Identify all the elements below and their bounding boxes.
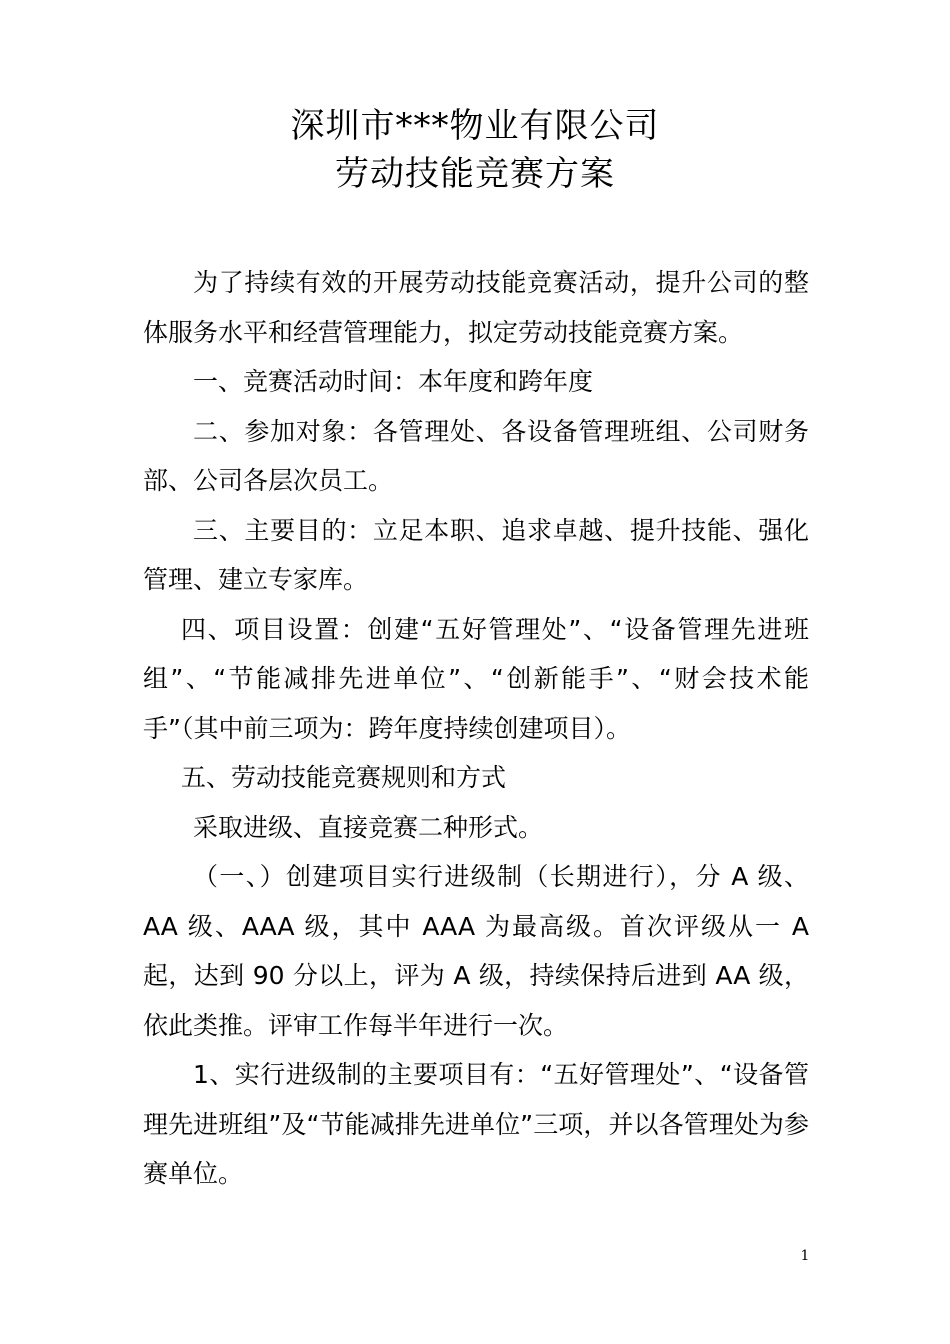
paragraph-forms: 采取进级、直接竞赛二种形式。: [193, 812, 544, 842]
paragraph-intro: 为了持续有效的开展劳动技能竞赛活动，提升公司的整体服务水平和经营管理能力，拟定劳动技能竞赛方案。: [143, 268, 809, 347]
paragraph-section-5: 五、劳动技能竞赛规则和方式: [181, 763, 507, 792]
document-title-plan: 劳动技能竞赛方案: [335, 154, 615, 194]
paragraph-section-1: 一、竞赛活动时间：本年度和跨年度: [193, 367, 594, 396]
paragraph-section-3: 三、主要目的：立足本职、追求卓越、提升技能、强化管理、建立专家库。: [143, 515, 809, 594]
paragraph-section-2: 二、参加对象：各管理处、各设备管理班组、公司财务部、公司各层次员工。: [143, 416, 809, 495]
document-title-company: 深圳市***物业有限公司: [290, 106, 660, 146]
page-number: 1: [800, 1248, 810, 1264]
paragraph-section-4: 四、项目设置：创建“五好管理处”、“设备管理先进班组”、“节能减排先进单位”、“创新能手”、“财会技术能手”（其中前三项为：跨年度持续创建项目）。: [143, 614, 809, 743]
document-body: [143, 258, 809, 1199]
paragraph-subsection-1: （一、）创建项目实行进级制（长期进行），分 A 级、AA 级、AAA 级，其中 AAA 为最高级。首次评级从一 A 起，达到 90 分以上，评为 A 级，持续保持后进到 AA 级，依此类推。评审工作每半年进行一次。: [143, 862, 809, 1040]
paragraph-item-1: 1、实行进级制的主要项目有：“五好管理处”、“设备管理先进班组”及“节能减排先进单位”三项，并以各管理处为参赛单位。: [143, 1060, 809, 1188]
